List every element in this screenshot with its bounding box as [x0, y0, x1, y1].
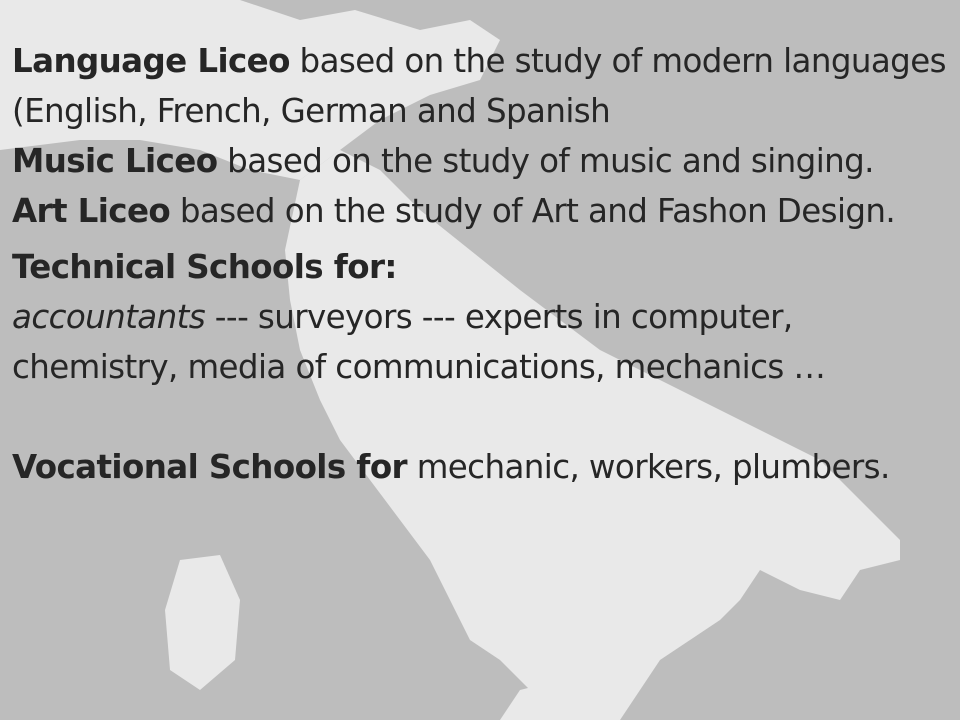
paragraph-spacer	[12, 392, 952, 442]
technical-schools-list	[12, 292, 952, 392]
technical-first-item: accountants	[12, 298, 206, 336]
technical-rest-items: --- surveyors --- experts in computer, chemistry, media of communications, mechanics …	[12, 298, 826, 386]
music-liceo-term: Music Liceo	[12, 142, 218, 180]
art-liceo-term: Art Liceo	[12, 192, 171, 230]
language-liceo-description: based on the study of modern languages (English, French, German and Spanish	[12, 42, 946, 130]
technical-schools-term: Technical Schools for:	[12, 248, 397, 286]
vocational-schools-term: Vocational Schools for	[12, 448, 407, 486]
music-liceo-paragraph	[12, 136, 952, 186]
technical-schools-heading	[12, 242, 952, 292]
slide-body	[12, 36, 952, 492]
music-liceo-description: based on the study of music and singing.	[217, 142, 874, 180]
language-liceo-paragraph	[12, 36, 952, 136]
art-liceo-paragraph	[12, 186, 952, 236]
language-liceo-term: Language Liceo	[12, 42, 290, 80]
art-liceo-description: based on the study of Art and Fashon Design.	[170, 192, 896, 230]
vocational-schools-paragraph	[12, 442, 952, 492]
map-sardinia	[165, 555, 240, 690]
vocational-schools-description: mechanic, workers, plumbers.	[407, 448, 890, 486]
